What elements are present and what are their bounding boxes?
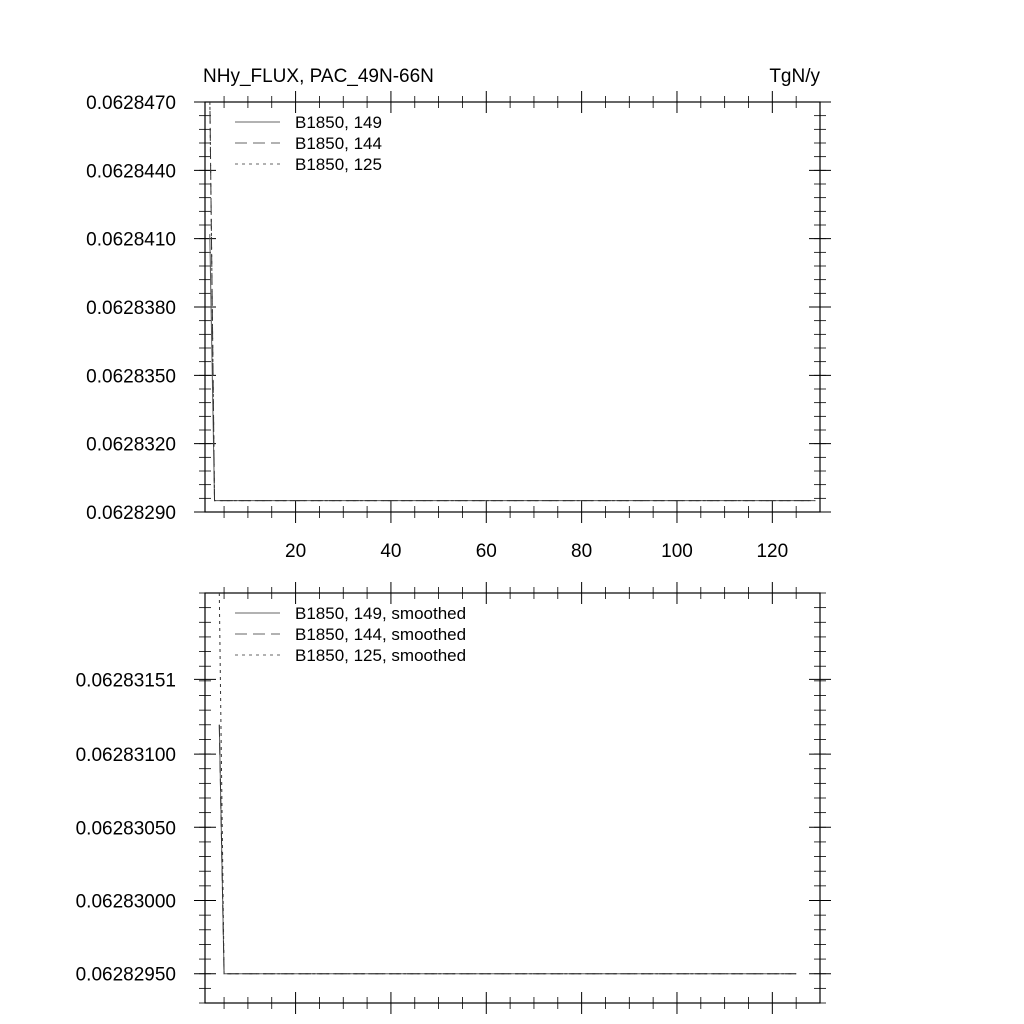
x-tick-label: 80 — [571, 541, 593, 562]
y-tick-label: 0.06283151 — [75, 670, 176, 692]
legend-entry-label: B1850, 125, smoothed — [295, 646, 467, 665]
y-tick-label: 0.0628320 — [86, 434, 176, 456]
y-tick-label: 0.0628410 — [86, 229, 176, 251]
legend-entry-label: B1850, 149, smoothed — [295, 604, 467, 623]
chart-title-left: NHy_FLUX, PAC_49N-66N — [203, 66, 434, 87]
x-tick-label: 40 — [380, 541, 402, 562]
y-tick-label: 0.06283000 — [75, 891, 176, 913]
legend-entry-label: B1850, 144, smoothed — [295, 625, 467, 644]
y-tick-label: 0.06283050 — [75, 818, 176, 840]
x-tick-label: 20 — [285, 541, 307, 562]
x-tick-label: 100 — [661, 541, 693, 562]
x-tick-label: 120 — [756, 541, 789, 562]
y-tick-label: 0.0628290 — [86, 503, 176, 524]
y-tick-label: 0.0628440 — [86, 161, 176, 183]
legend-entry-label: B1850, 144 — [295, 134, 382, 153]
y-tick-label: 0.06282950 — [75, 964, 176, 986]
legend-entry-label: B1850, 149 — [295, 113, 382, 132]
y-tick-label: 0.06283100 — [75, 745, 176, 767]
x-tick-label: 60 — [475, 541, 497, 562]
y-tick-label: 0.0628380 — [86, 298, 176, 319]
legend-entry-label: B1850, 125 — [295, 155, 382, 174]
chart-title-right-units: TgN/y — [769, 66, 820, 87]
y-tick-label: 0.0628470 — [86, 93, 176, 114]
y-tick-label: 0.0628350 — [86, 366, 176, 388]
